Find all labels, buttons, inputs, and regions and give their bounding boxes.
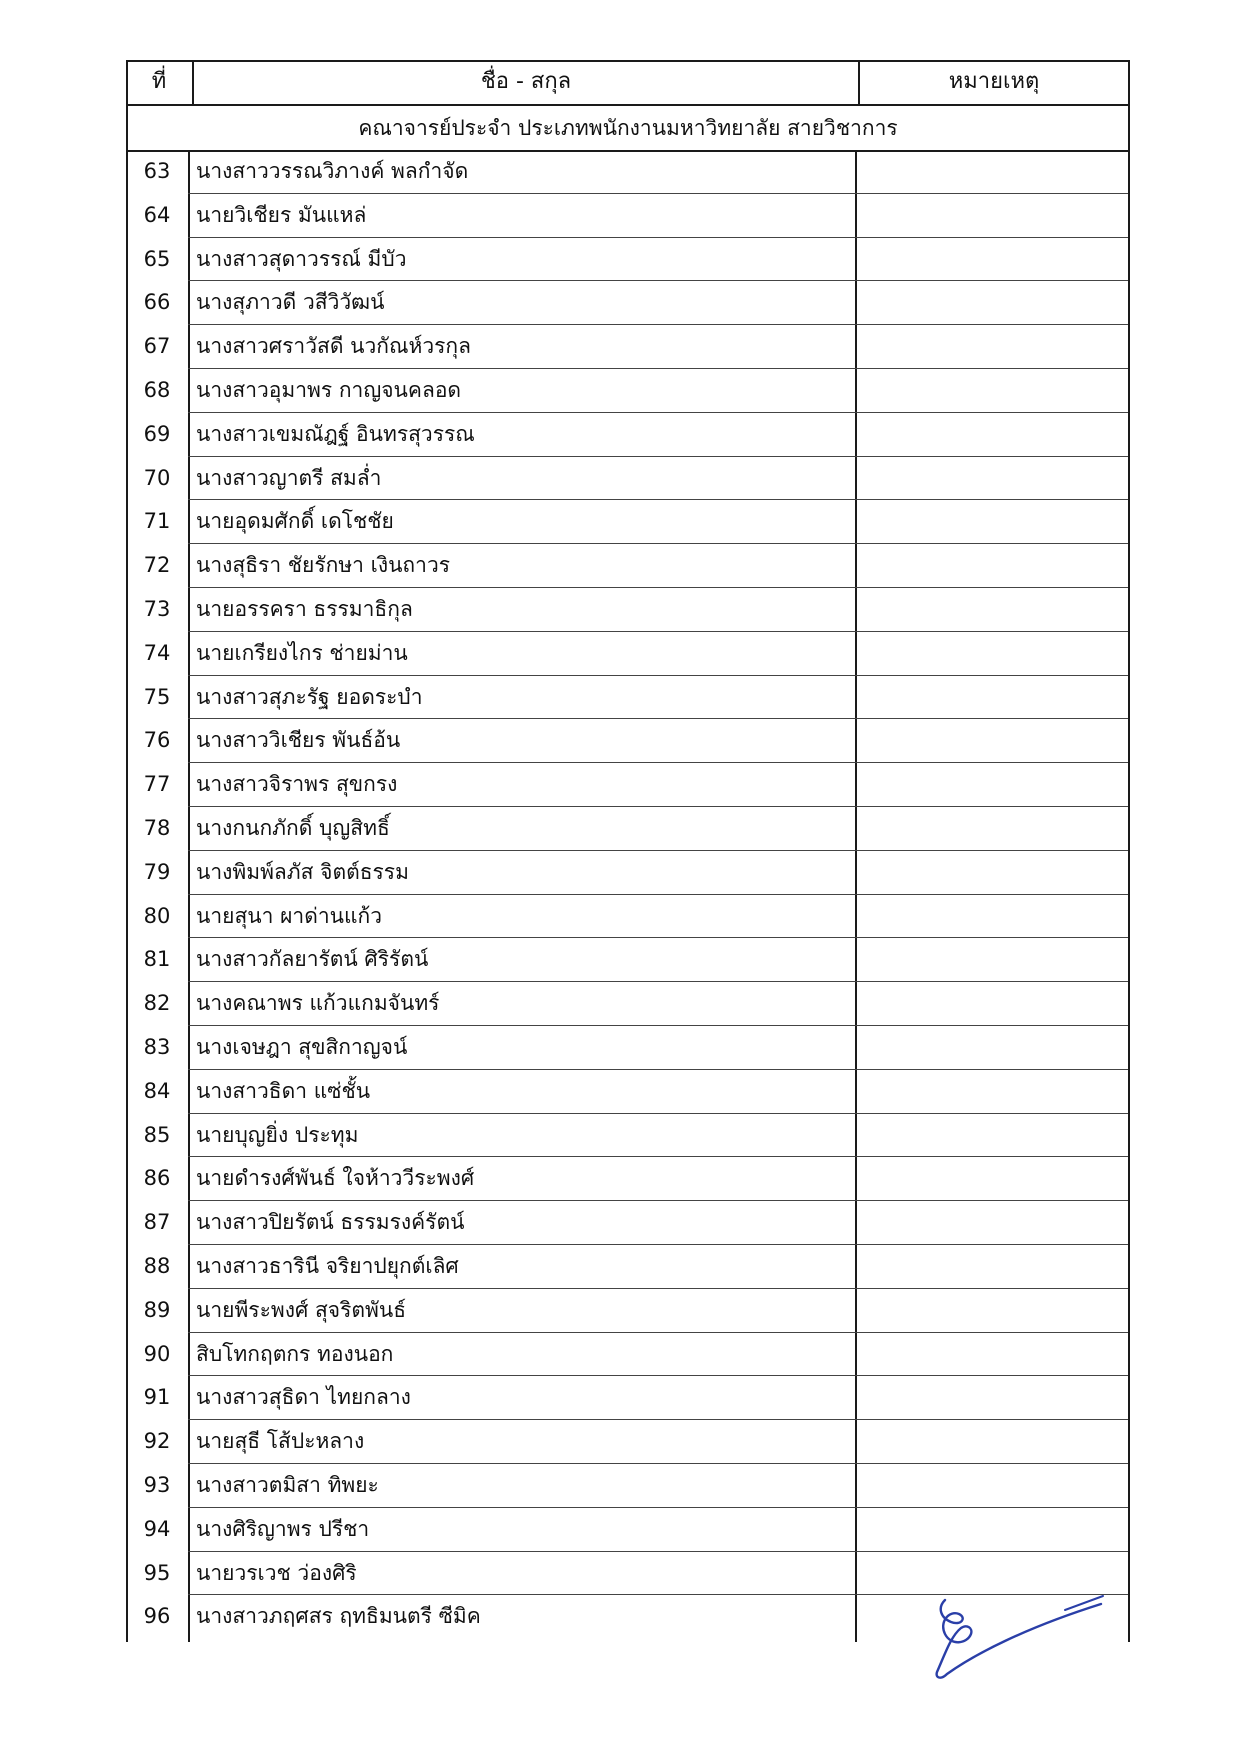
row-number: 81: [143, 947, 171, 972]
row-name: นายบุญยิ่ง ประทุม: [196, 1122, 359, 1147]
row-name: นางสาววรรณวิภางค์ พลกำจัด: [196, 159, 469, 183]
row-name: นางสาวตมิสา ทิพยะ: [196, 1473, 379, 1497]
row-number: 76: [143, 728, 171, 753]
row-number: 68: [143, 378, 171, 402]
row-number: 69: [143, 421, 171, 446]
row-name: นายอรรครา ธรรมาธิกุล: [196, 597, 413, 621]
row-number: 78: [143, 816, 171, 840]
row-number: 75: [143, 684, 171, 709]
row-number: 86: [143, 1166, 171, 1191]
row-name: นายวิเชียร มันแหล่: [196, 202, 367, 227]
row-number: 67: [143, 334, 171, 359]
row-number: 66: [143, 290, 171, 315]
row-name: นางสาวเขมณัฎฐ์ อินทรสุวรรณ: [196, 421, 475, 446]
signature-mark: [915, 1588, 1115, 1698]
row-number: 83: [143, 1035, 171, 1059]
row-number: 80: [143, 903, 171, 928]
header-col-name: ชื่อ - สกุล: [480, 69, 572, 94]
header-col-no: ที่: [151, 69, 167, 94]
row-number: 84: [143, 1078, 171, 1103]
row-name: นางสุภาวดี วสีวิวัฒน์: [196, 290, 385, 315]
row-name: นางสาวสุภะรัฐ ยอดระบำ: [196, 684, 423, 709]
row-name: นางสาวญาตรี สมล่ำ: [196, 465, 382, 490]
row-name: นางคณาพร แก้วแกมจันทร์: [196, 991, 440, 1016]
row-name: นายสุธี โส้ปะหลาง: [196, 1429, 365, 1454]
row-number: 79: [143, 859, 171, 884]
row-number: 89: [143, 1297, 171, 1322]
row-name: นางสาวปิยรัตน์ ธรรมรงค์รัตน์: [196, 1210, 465, 1235]
row-number: 90: [143, 1341, 171, 1366]
row-name: นางสาวธารินี จริยาปยุกต์เลิศ: [196, 1254, 459, 1278]
row-number: 73: [143, 597, 171, 621]
table-right-border: [1128, 60, 1130, 1642]
row-number: 93: [143, 1473, 171, 1497]
row-name: นายสุนา ผาด่านแก้ว: [196, 903, 383, 928]
row-name: นายเกรียงไกร ช่ายม่าน: [196, 640, 408, 665]
col-no-divider: [188, 150, 190, 1642]
row-number: 65: [143, 246, 171, 271]
row-number: 94: [143, 1516, 171, 1541]
row-name: นางสาวสุดาวรรณ์ มีบัว: [196, 246, 407, 271]
row-number: 95: [143, 1560, 171, 1585]
row-number: 92: [143, 1429, 171, 1454]
row-name: นายพีระพงศ์ สุจริตพันธ์: [196, 1297, 407, 1322]
row-number: 87: [143, 1210, 171, 1235]
col-remark-divider: [855, 150, 857, 1642]
header-bottom-border: [126, 104, 1130, 106]
row-name: นายวรเวช ว่องศิริ: [196, 1560, 357, 1585]
row-name: นางสาวอุมาพร กาญจนคลอด: [196, 378, 462, 402]
row-number: 63: [143, 159, 171, 183]
row-name: นางสาวสุธิดา ไทยกลาง: [196, 1385, 411, 1410]
row-name: นางกนกภักดิ์ บุญสิทธิ์: [196, 816, 390, 840]
row-name: นางเจษฎา สุขสิกาญจน์: [196, 1035, 408, 1059]
row-name: นางสาวภฤศสร ฤทธิมนตรี ซีมิค: [196, 1604, 481, 1629]
category-heading: คณาจารย์ประจำ ประเภทพนักงานมหาวิทยาลัย สายวิชาการ: [358, 116, 898, 140]
row-name: นางพิมพ์ลภัส จิตต์ธรรม: [196, 859, 409, 884]
row-number: 72: [143, 553, 171, 578]
row-number: 85: [143, 1122, 171, 1147]
row-name: นางสาวกัลยารัตน์ ศิริรัตน์: [196, 947, 429, 972]
row-number: 88: [143, 1254, 171, 1278]
row-name: นางสุธิรา ชัยรักษา เงินถาวร: [196, 553, 451, 578]
row-name: นางสาวศราวัสดี นวกัณห์วรกุล: [196, 334, 471, 359]
row-number: 71: [143, 509, 171, 534]
row-name: นางสาววิเชียร พันธ์อ้น: [196, 728, 401, 753]
row-number: 64: [143, 202, 171, 227]
row-name: นายอุดมศักดิ์ เดโชชัย: [196, 509, 394, 534]
row-name: นายดำรงศ์พันธ์ ใจห้าววีระพงศ์: [196, 1166, 475, 1191]
row-number: 82: [143, 991, 171, 1016]
row-name: สิบโทกฤตกร ทองนอก: [196, 1341, 394, 1366]
row-name: นางศิริญาพร ปรีชา: [196, 1516, 370, 1541]
header-col-remark: หมายเหตุ: [948, 69, 1040, 94]
row-name: นางสาวธิดา แซ่ชั้น: [196, 1078, 371, 1103]
row-number: 96: [143, 1604, 171, 1629]
row-number: 77: [143, 772, 171, 797]
row-number: 91: [143, 1385, 171, 1410]
row-number: 74: [143, 640, 171, 665]
row-name: นางสาวจิราพร สุขกรง: [196, 772, 398, 797]
row-number: 70: [143, 465, 171, 490]
